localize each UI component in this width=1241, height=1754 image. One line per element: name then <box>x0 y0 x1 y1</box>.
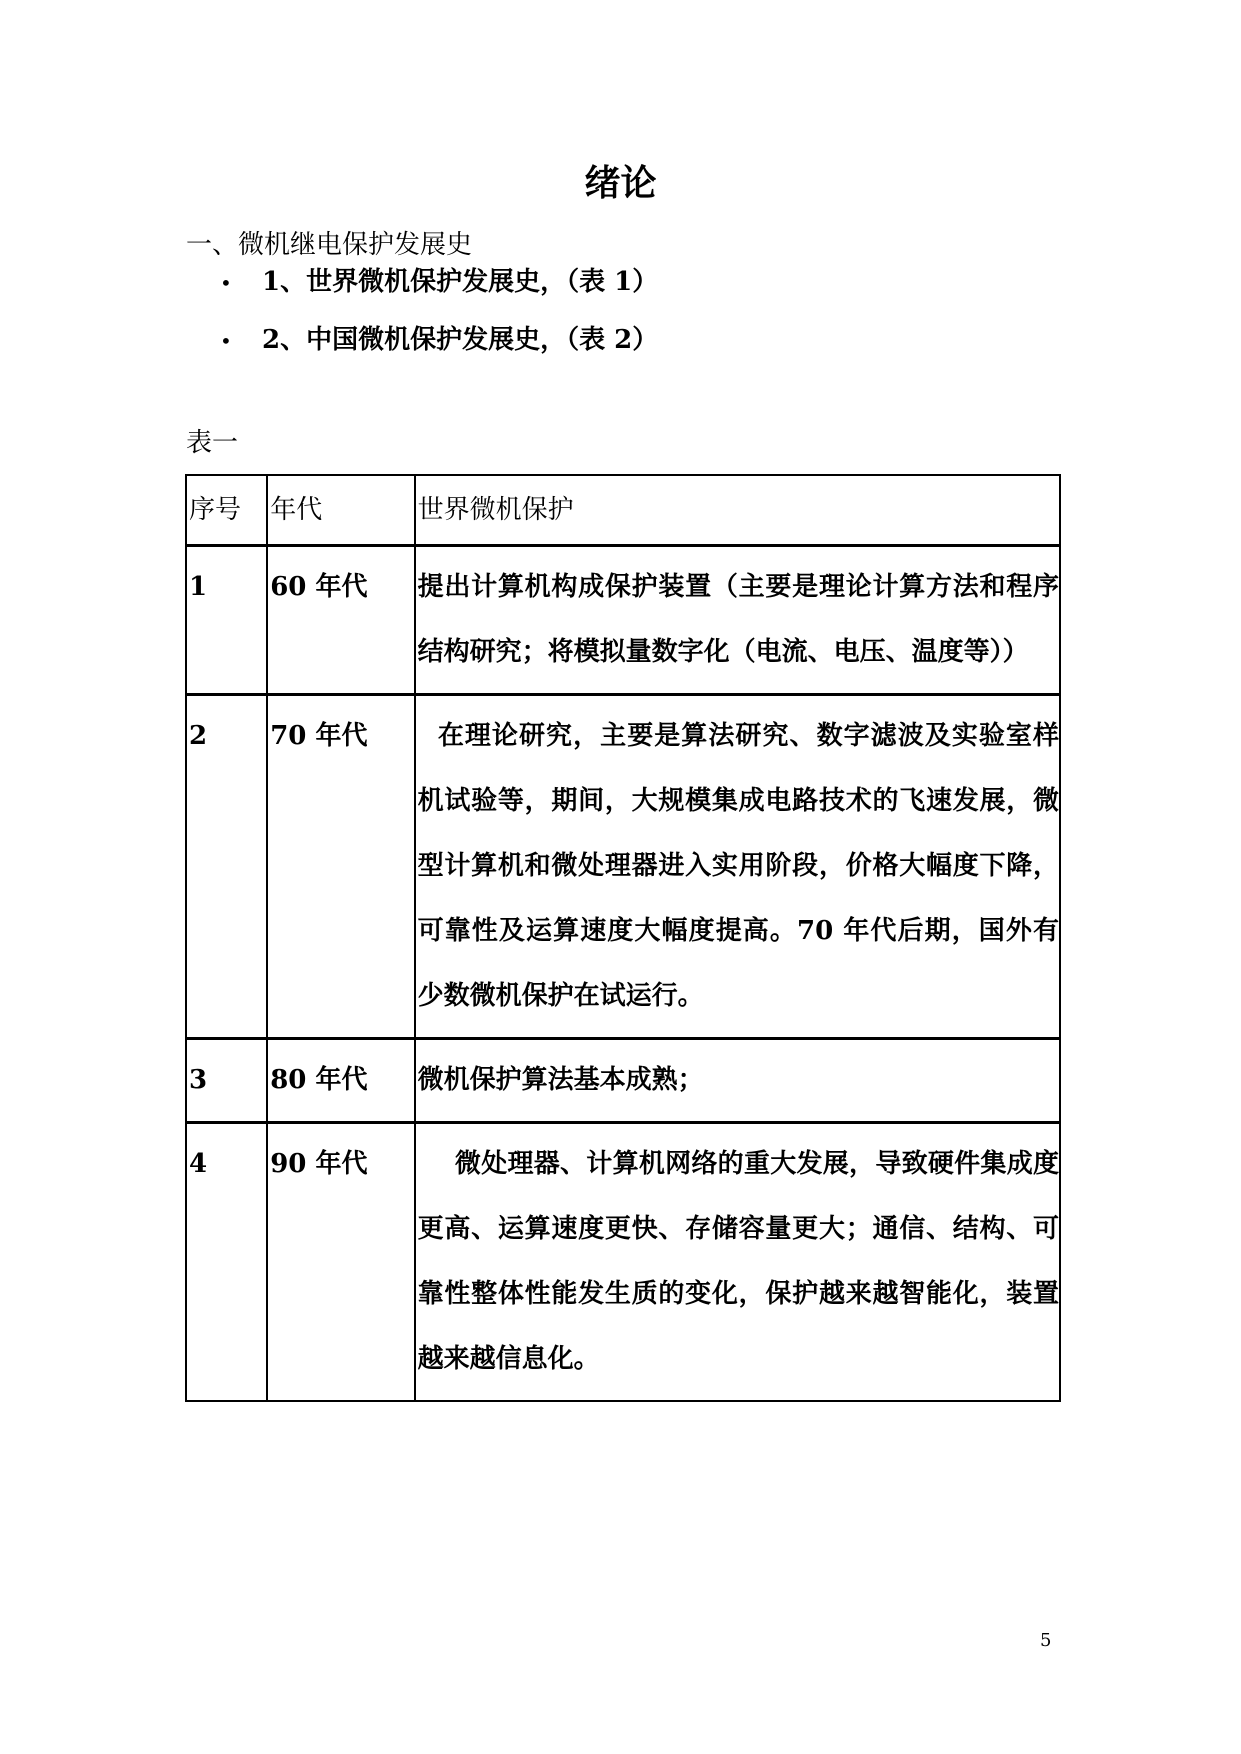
table-header-row <box>186 475 1060 546</box>
table-row <box>186 1123 1060 1402</box>
bullet-marker: • <box>220 329 232 353</box>
page-number: 5 <box>1040 1630 1052 1651</box>
table-caption: 表一 <box>186 428 239 458</box>
document-title: 绪论 <box>584 162 657 204</box>
bullet-item <box>220 320 658 361</box>
cell-era: 70 年代 <box>267 695 414 1039</box>
cell-no: 2 <box>186 695 267 1039</box>
cell-desc: 微机保护算法基本成熟； <box>415 1039 1060 1123</box>
header-cell-era: 年代 <box>267 475 414 546</box>
cell-era: 60 年代 <box>267 546 414 695</box>
bullet-text: 1、世界微机保护发展史，（表 1） <box>262 267 659 297</box>
table-row <box>186 546 1060 695</box>
table-row <box>186 1039 1060 1123</box>
cell-desc: 提出计算机构成保护装置（主要是理论计算方法和程序结构研究；将模拟量数字化（电流、电压、温度等）） <box>415 546 1060 695</box>
bullet-item <box>220 262 658 303</box>
bullet-marker: • <box>220 271 232 295</box>
cell-no: 3 <box>186 1039 267 1123</box>
table-row <box>186 695 1060 1039</box>
cell-era: 80 年代 <box>267 1039 414 1123</box>
header-cell-desc: 世界微机保护 <box>415 475 1060 546</box>
bullet-text: 2、中国微机保护发展史，（表 2） <box>262 325 659 355</box>
cell-no: 4 <box>186 1123 267 1402</box>
history-table <box>185 474 1061 1402</box>
cell-no: 1 <box>186 546 267 695</box>
cell-era: 90 年代 <box>267 1123 414 1402</box>
cell-desc: 在理论研究，主要是算法研究、数字滤波及实验室样机试验等，期间，大规模集成电路技术的飞速发展，微型计算机和微处理器进入实用阶段，价格大幅度下降，可靠性及运算速度大幅度提高。70 年代后期，国外有少数微机保护在试运行。 <box>415 695 1060 1039</box>
header-cell-no: 序号 <box>186 475 267 546</box>
section-heading: 一、微机继电保护发展史 <box>186 230 473 260</box>
cell-desc: 微处理器、计算机网络的重大发展，导致硬件集成度更高、运算速度更快、存储容量更大；通信、结构、可靠性整体性能发生质的变化，保护越来越智能化，装置越来越信息化。 <box>415 1123 1060 1402</box>
